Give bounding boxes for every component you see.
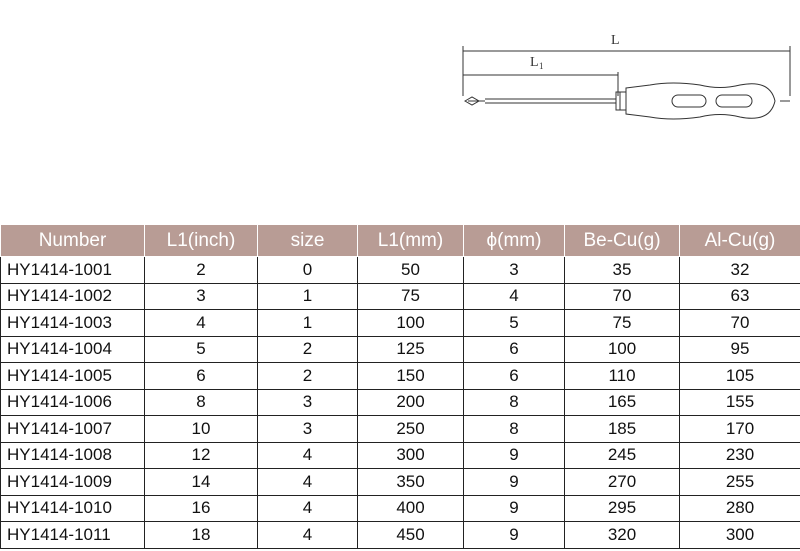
table-row <box>1 283 800 310</box>
cell-al-cu: 105 <box>680 363 800 390</box>
table-row <box>1 442 800 469</box>
cell-be-cu: 110 <box>565 363 680 390</box>
cell-al-cu: 280 <box>680 495 800 522</box>
cell-l1-inch: 12 <box>145 442 258 469</box>
cell-l1-inch: 8 <box>145 389 258 416</box>
table-row <box>1 389 800 416</box>
header-number: Number <box>1 225 145 257</box>
table-row <box>1 495 800 522</box>
cell-size: 1 <box>258 310 358 337</box>
cell-l1-mm: 450 <box>358 522 464 549</box>
cell-l1-mm: 300 <box>358 442 464 469</box>
cell-number: HY1414-1004 <box>1 336 145 363</box>
cell-number: HY1414-1007 <box>1 416 145 443</box>
cell-number: HY1414-1010 <box>1 495 145 522</box>
cell-number: HY1414-1006 <box>1 389 145 416</box>
cell-diameter-mm: 6 <box>464 336 565 363</box>
table-row <box>1 310 800 337</box>
cell-diameter-mm: 3 <box>464 257 565 284</box>
header-l1-inch: L1(inch) <box>145 225 258 257</box>
cell-al-cu: 32 <box>680 257 800 284</box>
cell-diameter-mm: 9 <box>464 442 565 469</box>
cell-size: 4 <box>258 522 358 549</box>
screwdriver-drawing <box>455 20 800 130</box>
table-row <box>1 522 800 549</box>
cell-be-cu: 185 <box>565 416 680 443</box>
cell-size: 4 <box>258 495 358 522</box>
cell-l1-mm: 125 <box>358 336 464 363</box>
table-row <box>1 363 800 390</box>
cell-be-cu: 245 <box>565 442 680 469</box>
header-l1-mm: L1(mm) <box>358 225 464 257</box>
cell-number: HY1414-1001 <box>1 257 145 284</box>
cell-l1-inch: 18 <box>145 522 258 549</box>
cell-al-cu: 300 <box>680 522 800 549</box>
cell-l1-inch: 16 <box>145 495 258 522</box>
cell-l1-mm: 100 <box>358 310 464 337</box>
cell-be-cu: 320 <box>565 522 680 549</box>
cell-al-cu: 155 <box>680 389 800 416</box>
table-row <box>1 469 800 496</box>
cell-l1-inch: 4 <box>145 310 258 337</box>
cell-diameter-mm: 6 <box>464 363 565 390</box>
cell-al-cu: 70 <box>680 310 800 337</box>
cell-l1-inch: 5 <box>145 336 258 363</box>
table-row <box>1 257 800 284</box>
cell-be-cu: 70 <box>565 283 680 310</box>
cell-l1-inch: 14 <box>145 469 258 496</box>
cell-number: HY1414-1002 <box>1 283 145 310</box>
shaft-length-subscript: 1 <box>539 61 544 71</box>
cell-l1-inch: 2 <box>145 257 258 284</box>
cell-diameter-mm: 9 <box>464 495 565 522</box>
cell-size: 2 <box>258 336 358 363</box>
cell-l1-mm: 200 <box>358 389 464 416</box>
cell-be-cu: 100 <box>565 336 680 363</box>
cell-diameter-mm: 9 <box>464 522 565 549</box>
cell-be-cu: 165 <box>565 389 680 416</box>
cell-diameter-mm: 8 <box>464 416 565 443</box>
cell-l1-inch: 6 <box>145 363 258 390</box>
cell-number: HY1414-1011 <box>1 522 145 549</box>
shaft-length-label: L <box>530 55 539 70</box>
cell-size: 3 <box>258 416 358 443</box>
cell-al-cu: 170 <box>680 416 800 443</box>
cell-diameter-mm: 8 <box>464 389 565 416</box>
cell-diameter-mm: 9 <box>464 469 565 496</box>
cell-diameter-mm: 5 <box>464 310 565 337</box>
cell-size: 0 <box>258 257 358 284</box>
cell-l1-inch: 10 <box>145 416 258 443</box>
header-al-cu: Al-Cu(g) <box>680 225 800 257</box>
cell-number: HY1414-1003 <box>1 310 145 337</box>
cell-l1-inch: 3 <box>145 283 258 310</box>
cell-be-cu: 270 <box>565 469 680 496</box>
cell-al-cu: 255 <box>680 469 800 496</box>
cell-size: 4 <box>258 442 358 469</box>
cell-al-cu: 230 <box>680 442 800 469</box>
cell-number: HY1414-1005 <box>1 363 145 390</box>
cell-size: 4 <box>258 469 358 496</box>
cell-l1-mm: 400 <box>358 495 464 522</box>
cell-number: HY1414-1009 <box>1 469 145 496</box>
header-row <box>1 225 800 257</box>
cell-size: 2 <box>258 363 358 390</box>
cell-diameter-mm: 4 <box>464 283 565 310</box>
header-diameter-mm: ϕ(mm) <box>464 225 565 257</box>
cell-al-cu: 63 <box>680 283 800 310</box>
cell-be-cu: 75 <box>565 310 680 337</box>
length-label: L <box>611 33 620 48</box>
table-row <box>1 336 800 363</box>
header-be-cu: Be-Cu(g) <box>565 225 680 257</box>
cell-size: 3 <box>258 389 358 416</box>
cell-l1-mm: 75 <box>358 283 464 310</box>
cell-l1-mm: 150 <box>358 363 464 390</box>
cell-number: HY1414-1008 <box>1 442 145 469</box>
cell-be-cu: 35 <box>565 257 680 284</box>
cell-l1-mm: 50 <box>358 257 464 284</box>
cell-l1-mm: 250 <box>358 416 464 443</box>
cell-al-cu: 95 <box>680 336 800 363</box>
cell-l1-mm: 350 <box>358 469 464 496</box>
header-size: size <box>258 225 358 257</box>
cell-size: 1 <box>258 283 358 310</box>
spec-table <box>0 224 800 549</box>
table-row <box>1 416 800 443</box>
cell-be-cu: 295 <box>565 495 680 522</box>
